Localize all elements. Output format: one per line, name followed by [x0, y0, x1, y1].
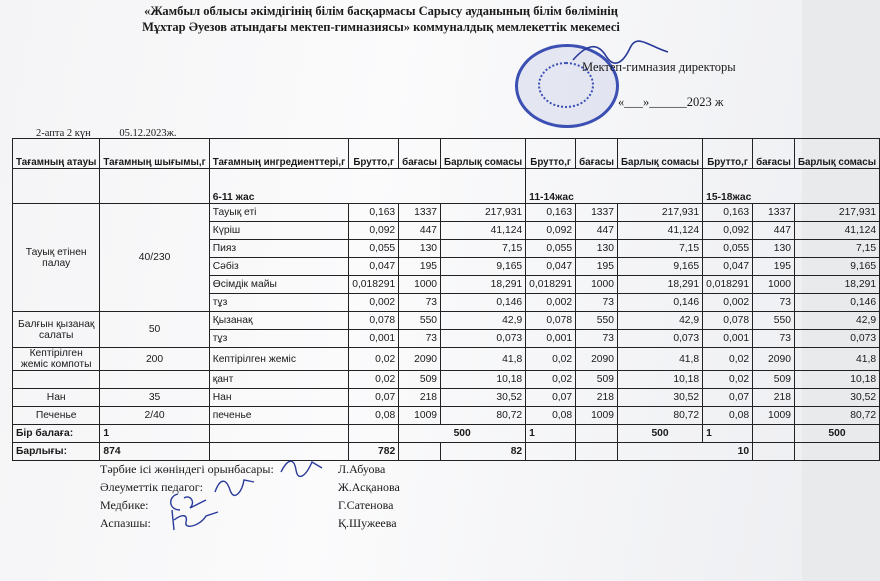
- totals-row: Барлығы: 874 782 82 10: [13, 443, 880, 461]
- value-cell: 30,52: [617, 389, 702, 407]
- director-title: Мектеп-гимназия директоры: [582, 60, 736, 74]
- dish-yield: 200: [100, 348, 209, 371]
- value-cell: 0,02: [703, 371, 753, 389]
- value-cell: 217,931: [441, 204, 526, 222]
- ingredient: тұз: [209, 294, 349, 312]
- value-cell: 0,02: [703, 348, 753, 371]
- ingredient: Тауық еті: [209, 204, 349, 222]
- value-cell: 447: [576, 222, 618, 240]
- dish-yield: [100, 371, 209, 389]
- value-cell: 9,165: [441, 258, 526, 276]
- value-cell: 73: [753, 330, 795, 348]
- value-cell: 0,047: [703, 258, 753, 276]
- value-cell: 42,9: [617, 312, 702, 330]
- value-cell: 130: [576, 240, 618, 258]
- value-cell: 550: [753, 312, 795, 330]
- value-cell: 0,055: [526, 240, 576, 258]
- signer-role: Тәрбие ісі жөніндегі орынбасары:: [100, 462, 274, 476]
- ingredient: Күріш: [209, 222, 349, 240]
- dish-name: Нан: [13, 389, 100, 407]
- table-row: [13, 348, 880, 371]
- value-cell: 1009: [753, 407, 795, 425]
- handwritten-signature: [212, 474, 258, 496]
- value-cell: 195: [399, 258, 441, 276]
- table-row: [13, 204, 880, 222]
- signer-name: Ж.Асқанова: [338, 480, 400, 494]
- value-cell: 73: [399, 294, 441, 312]
- value-cell: 41,124: [794, 222, 879, 240]
- value-cell: 0,163: [703, 204, 753, 222]
- column-header: Барлық сомасы: [441, 139, 526, 169]
- dish-yield: 50: [100, 312, 209, 348]
- value-cell: 0,02: [349, 371, 399, 389]
- dish-name: Печенье: [13, 407, 100, 425]
- value-cell: 0,02: [349, 348, 399, 371]
- value-cell: 550: [576, 312, 618, 330]
- column-header: Тағамның ингредиенттері,г: [209, 139, 349, 169]
- value-cell: 41,124: [617, 222, 702, 240]
- value-cell: 1337: [753, 204, 795, 222]
- column-header: бағасы: [753, 139, 795, 169]
- value-cell: 130: [753, 240, 795, 258]
- value-cell: 9,165: [794, 258, 879, 276]
- dish-name: [13, 371, 100, 389]
- value-cell: 218: [753, 389, 795, 407]
- dish-name: Балғын қызанақ салаты: [13, 312, 100, 348]
- value-cell: 1000: [399, 276, 441, 294]
- value-cell: 18,291: [617, 276, 702, 294]
- value-cell: 10,18: [794, 371, 879, 389]
- value-cell: 0,055: [703, 240, 753, 258]
- column-header: Брутто,г: [349, 139, 399, 169]
- column-header: Брутто,г: [526, 139, 576, 169]
- ingredient: печенье: [209, 407, 349, 425]
- value-cell: 195: [753, 258, 795, 276]
- value-cell: 447: [399, 222, 441, 240]
- value-cell: 10,18: [617, 371, 702, 389]
- value-cell: 0,02: [526, 371, 576, 389]
- week-day: 2-апта 2 күн: [36, 128, 91, 139]
- value-cell: 0,047: [526, 258, 576, 276]
- value-cell: 0,078: [526, 312, 576, 330]
- column-header: Тағамның шығымы,г: [100, 139, 209, 169]
- table-row: [13, 312, 880, 330]
- column-header: бағасы: [399, 139, 441, 169]
- value-cell: 550: [399, 312, 441, 330]
- value-cell: 218: [576, 389, 618, 407]
- value-cell: 0,055: [349, 240, 399, 258]
- value-cell: 0,146: [617, 294, 702, 312]
- value-cell: 1009: [399, 407, 441, 425]
- value-cell: 1337: [399, 204, 441, 222]
- ingredient: Өсімдік майы: [209, 276, 349, 294]
- value-cell: 80,72: [617, 407, 702, 425]
- ingredient: Пияз: [209, 240, 349, 258]
- value-cell: 0,07: [526, 389, 576, 407]
- value-cell: 30,52: [794, 389, 879, 407]
- value-cell: 80,72: [441, 407, 526, 425]
- value-cell: 0,08: [703, 407, 753, 425]
- column-header: Брутто,г: [703, 139, 753, 169]
- header-line-1: «Жамбыл облысы әкімдігінің білім басқармасы Сарысу ауданының білім бөлімінің: [144, 4, 618, 18]
- value-cell: 218: [399, 389, 441, 407]
- value-cell: 0,002: [349, 294, 399, 312]
- value-cell: 42,9: [441, 312, 526, 330]
- value-cell: 195: [576, 258, 618, 276]
- value-cell: 1000: [576, 276, 618, 294]
- value-cell: 7,15: [794, 240, 879, 258]
- table-header: [13, 139, 880, 169]
- value-cell: 10,18: [441, 371, 526, 389]
- column-header: Тағамның атауы: [13, 139, 100, 169]
- value-cell: 18,291: [794, 276, 879, 294]
- value-cell: 0,018291: [349, 276, 399, 294]
- value-cell: 0,07: [349, 389, 399, 407]
- value-cell: 0,092: [703, 222, 753, 240]
- value-cell: 73: [399, 330, 441, 348]
- value-cell: 0,146: [441, 294, 526, 312]
- signer-name: Г.Сатенова: [338, 498, 394, 512]
- ingredient: тұз: [209, 330, 349, 348]
- menu-date: 05.12.2023ж.: [119, 128, 177, 139]
- value-cell: 130: [399, 240, 441, 258]
- header-line-2: Мұхтар Әуезов атындағы мектеп-гимназиясы» коммуналдық мемлекеттік мекемесі: [142, 20, 620, 34]
- value-cell: 7,15: [617, 240, 702, 258]
- age-group-15-18: 15-18жас: [703, 169, 880, 204]
- table-row: [13, 371, 880, 389]
- value-cell: 1009: [576, 407, 618, 425]
- signature-block: [100, 462, 440, 552]
- value-cell: 2090: [753, 348, 795, 371]
- menu-table: [12, 138, 880, 461]
- dish-yield: 2/40: [100, 407, 209, 425]
- value-cell: 0,018291: [703, 276, 753, 294]
- value-cell: 0,078: [349, 312, 399, 330]
- value-cell: 509: [753, 371, 795, 389]
- value-cell: 0,001: [703, 330, 753, 348]
- value-cell: 41,8: [617, 348, 702, 371]
- value-cell: 2090: [399, 348, 441, 371]
- signer-role: Медбике:: [100, 498, 149, 512]
- value-cell: 0,073: [617, 330, 702, 348]
- ingredient: Нан: [209, 389, 349, 407]
- value-cell: 0,078: [703, 312, 753, 330]
- table-row: [13, 407, 880, 425]
- value-cell: 0,047: [349, 258, 399, 276]
- value-cell: 0,092: [526, 222, 576, 240]
- value-cell: 509: [399, 371, 441, 389]
- handwritten-signature: [166, 508, 222, 532]
- signer-role: Аспазшы:: [100, 516, 151, 530]
- value-cell: 0,002: [703, 294, 753, 312]
- dish-yield: 35: [100, 389, 209, 407]
- value-cell: 0,163: [349, 204, 399, 222]
- column-header: бағасы: [576, 139, 618, 169]
- value-cell: 41,8: [794, 348, 879, 371]
- value-cell: 73: [576, 294, 618, 312]
- signer-name: Л.Абуова: [338, 462, 386, 476]
- signer-role: Әлеуметтік педагог:: [100, 480, 203, 494]
- value-cell: 0,001: [526, 330, 576, 348]
- value-cell: 509: [576, 371, 618, 389]
- value-cell: 217,931: [617, 204, 702, 222]
- value-cell: 30,52: [441, 389, 526, 407]
- value-cell: 0,163: [526, 204, 576, 222]
- column-header: Барлық сомасы: [794, 139, 879, 169]
- value-cell: 18,291: [441, 276, 526, 294]
- per-child-row: Бір балаға: 1 500 1 500 1 500: [13, 425, 880, 443]
- age-group-6-11: 6-11 жас: [209, 169, 525, 204]
- handwritten-signature: [278, 456, 326, 478]
- value-cell: 0,073: [794, 330, 879, 348]
- ingredient: Сәбіз: [209, 258, 349, 276]
- value-cell: 0,08: [526, 407, 576, 425]
- column-header: Барлық сомасы: [617, 139, 702, 169]
- value-cell: 0,018291: [526, 276, 576, 294]
- value-cell: 0,07: [703, 389, 753, 407]
- value-cell: 0,092: [349, 222, 399, 240]
- value-cell: 0,001: [349, 330, 399, 348]
- table-row: [13, 389, 880, 407]
- value-cell: 80,72: [794, 407, 879, 425]
- value-cell: 42,9: [794, 312, 879, 330]
- value-cell: 41,124: [441, 222, 526, 240]
- value-cell: 0,08: [349, 407, 399, 425]
- dish-yield: 40/230: [100, 204, 209, 312]
- value-cell: 41,8: [441, 348, 526, 371]
- signer-name: Қ.Шужеева: [338, 516, 397, 530]
- dish-name: Кептірілген жеміс компоты: [13, 348, 100, 371]
- value-cell: 1000: [753, 276, 795, 294]
- value-cell: 0,073: [441, 330, 526, 348]
- value-cell: 73: [576, 330, 618, 348]
- ingredient: қант: [209, 371, 349, 389]
- approval-date: «___»______2023 ж: [618, 95, 724, 109]
- value-cell: 2090: [576, 348, 618, 371]
- age-group-11-14: 11-14жас: [526, 169, 703, 204]
- dish-name: Тауық етінен палау: [13, 204, 100, 312]
- value-cell: 217,931: [794, 204, 879, 222]
- value-cell: 0,146: [794, 294, 879, 312]
- value-cell: 1337: [576, 204, 618, 222]
- value-cell: 9,165: [617, 258, 702, 276]
- value-cell: 7,15: [441, 240, 526, 258]
- value-cell: 73: [753, 294, 795, 312]
- age-group-row: [13, 169, 880, 204]
- ingredient: Кептірілген жеміс: [209, 348, 349, 371]
- ingredient: Қызанақ: [209, 312, 349, 330]
- value-cell: 0,002: [526, 294, 576, 312]
- value-cell: 447: [753, 222, 795, 240]
- value-cell: 0,02: [526, 348, 576, 371]
